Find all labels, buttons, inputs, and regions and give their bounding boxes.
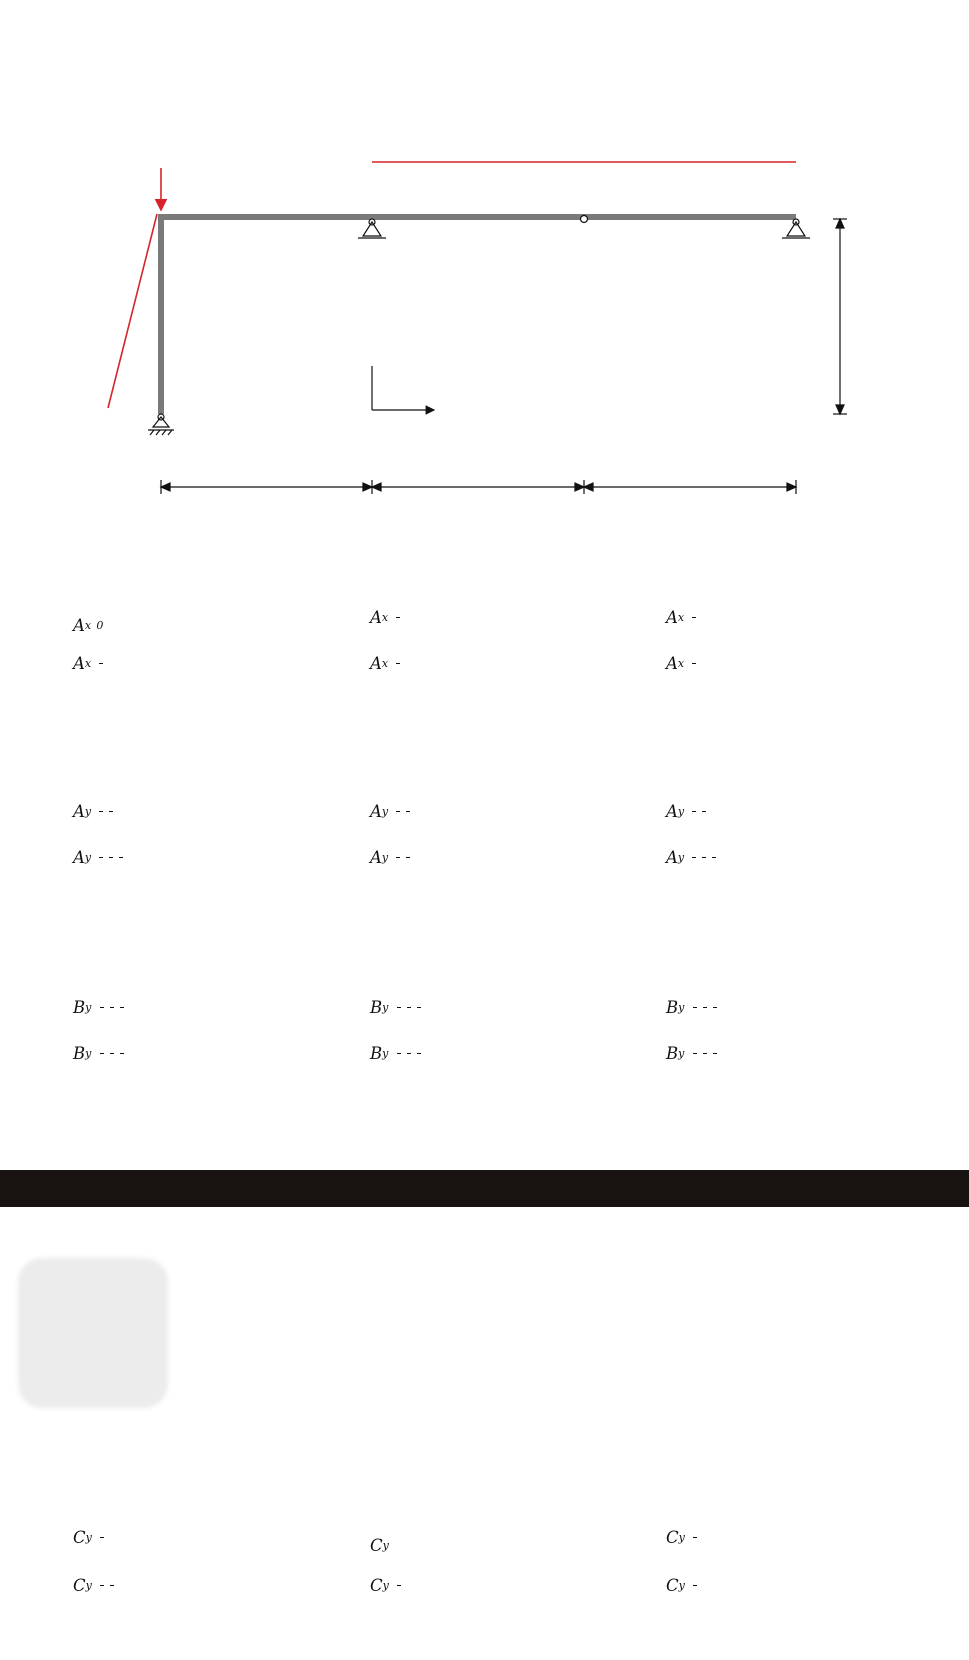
option-b[interactable]: A y: [364, 802, 413, 821]
option-b[interactable]: C y: [370, 1536, 389, 1555]
option-c[interactable]: C y: [660, 1528, 700, 1547]
support-C: [782, 219, 810, 238]
dimension-b: [161, 480, 796, 494]
dimension-h: [833, 219, 847, 414]
option-e[interactable]: A x: [364, 654, 403, 673]
blurred-area: [18, 1258, 168, 1408]
support-B: [358, 219, 386, 238]
screen-black-bar: [0, 1170, 969, 1207]
option-a[interactable]: B y: [67, 998, 127, 1017]
option-d[interactable]: A y: [67, 848, 126, 867]
option-f[interactable]: C y: [660, 1576, 700, 1595]
option-e[interactable]: A y: [364, 848, 413, 867]
option-a[interactable]: A y: [67, 802, 116, 821]
option-a[interactable]: C y: [67, 1528, 107, 1547]
option-a[interactable]: A x 0: [73, 616, 104, 635]
support-A: [148, 414, 174, 435]
beam-horizontal: [158, 214, 796, 220]
left-load-line: [108, 214, 157, 408]
option-b[interactable]: B y: [364, 998, 424, 1017]
option-d[interactable]: C y: [67, 1576, 117, 1595]
option-f[interactable]: A y: [660, 848, 719, 867]
column-left: [158, 214, 164, 414]
option-d[interactable]: A x: [67, 654, 106, 673]
option-c[interactable]: A x: [660, 608, 699, 627]
option-d[interactable]: B y: [67, 1044, 127, 1063]
coordinate-axes: [372, 366, 434, 410]
option-c[interactable]: B y: [660, 998, 720, 1017]
hinge-D: [581, 216, 588, 223]
option-f[interactable]: B y: [660, 1044, 720, 1063]
option-e[interactable]: B y: [364, 1044, 424, 1063]
option-b[interactable]: A x: [364, 608, 403, 627]
structure-figure: [0, 130, 969, 500]
option-e[interactable]: C y: [364, 1576, 404, 1595]
option-f[interactable]: A x: [660, 654, 699, 673]
option-c[interactable]: A y: [660, 802, 709, 821]
